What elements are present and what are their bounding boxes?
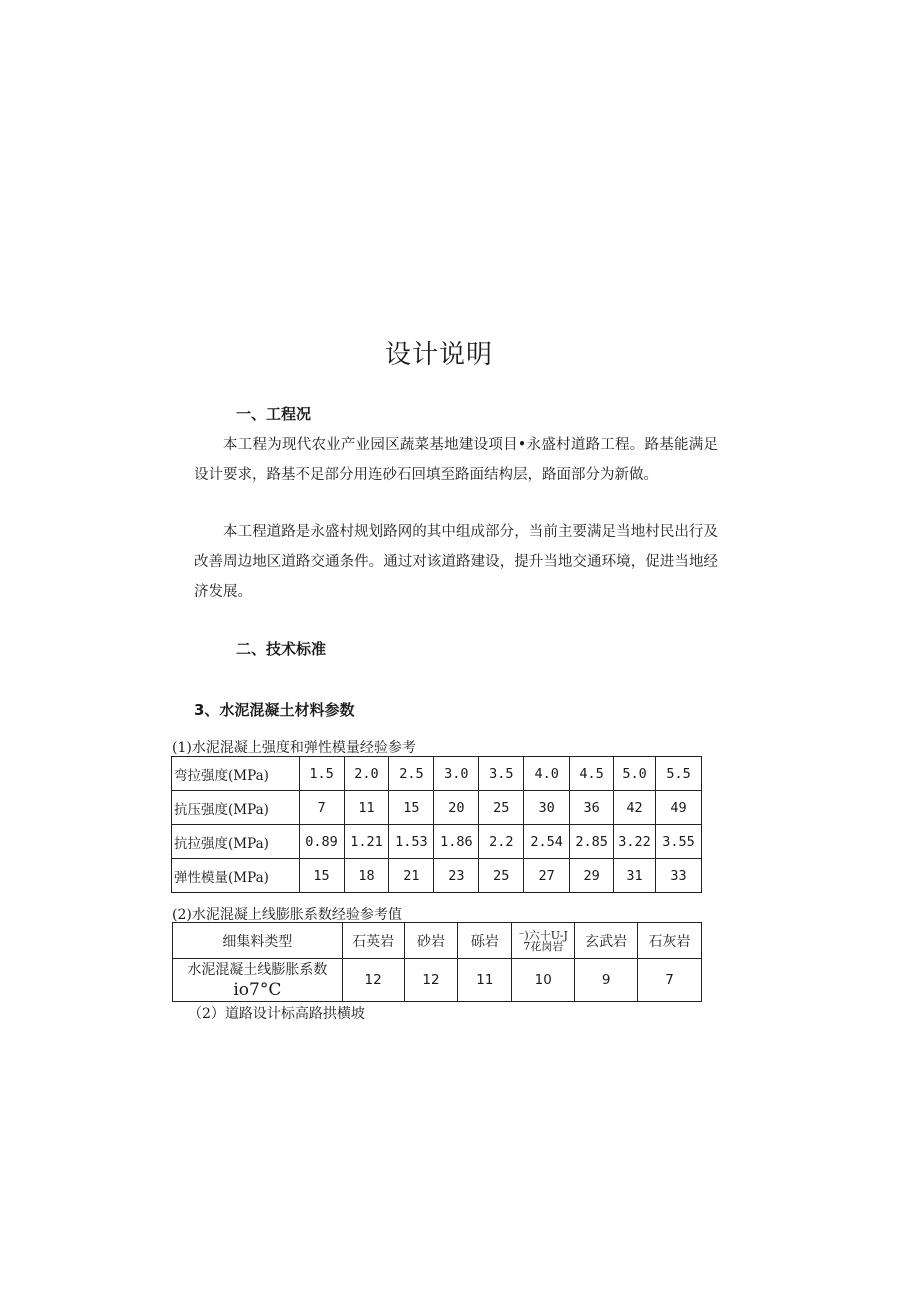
table2-cell: 9 [575, 959, 638, 1002]
table1-cell: 2.2 [479, 825, 524, 859]
section-heading-3: 3、水泥混凝土材料参数 [194, 701, 355, 719]
table1-cell: 21 [389, 859, 434, 893]
table1-cell: 3.0 [434, 757, 479, 791]
table1-cell: 5.5 [656, 757, 702, 791]
table1-cell: 1.86 [434, 825, 479, 859]
table1-cell: 3.5 [479, 757, 524, 791]
table2-header-cell: 石英岩 [342, 923, 404, 959]
table2-header-cell: 玄武岩 [575, 923, 638, 959]
table1-cell: 3.22 [614, 825, 656, 859]
table1-cell: 0.89 [299, 825, 344, 859]
table2-header-row [173, 923, 702, 959]
table1-cell: 31 [614, 859, 656, 893]
section-heading-1: 一、工程况 [236, 405, 312, 423]
table1-row [172, 859, 702, 893]
table1-cell: 11 [344, 791, 389, 825]
table1-cell: 27 [524, 859, 570, 893]
table2-row-label [173, 959, 343, 1002]
table1-cell: 2.5 [389, 757, 434, 791]
table2-header-cell: ⁻)六十U-J 7花岗岩 [512, 923, 575, 959]
table1-cell: 29 [570, 859, 614, 893]
table2-cell: 12 [342, 959, 404, 1002]
section-heading-2: 二、技术标准 [236, 640, 327, 658]
table2-row-label-line1: 水泥混凝土线膨胀系数 [187, 962, 328, 978]
table1-cell: 18 [344, 859, 389, 893]
table1-cell: 15 [299, 859, 344, 893]
table1-cell: 7 [299, 791, 344, 825]
table1-cell: 1.5 [299, 757, 344, 791]
table2-cell: 10 [512, 959, 575, 1002]
table1-row-label: 弹性模量(MPa) [172, 859, 300, 893]
table1-cell: 36 [570, 791, 614, 825]
table2-cell: 11 [458, 959, 512, 1002]
table1-cell: 2.85 [570, 825, 614, 859]
table1-cell: 42 [614, 791, 656, 825]
table2-row-label-line2: io7°C [233, 980, 282, 1000]
table1-cell: 4.5 [570, 757, 614, 791]
table2-header-cell: 砾岩 [458, 923, 512, 959]
table2-data-row [173, 959, 702, 1002]
table2-cell: 7 [638, 959, 702, 1002]
table1-cell: 33 [656, 859, 702, 893]
table1-row-label: 抗拉强度(MPa) [172, 825, 300, 859]
table1-cell: 2.0 [344, 757, 389, 791]
table2-cell: 12 [404, 959, 458, 1002]
table1-row [172, 791, 702, 825]
table2-header-label: 细集料类型 [173, 923, 343, 959]
table2-header-cell: 石灰岩 [638, 923, 702, 959]
table1-caption: (1)水泥混凝上强度和弹性模量经验参考 [172, 740, 416, 756]
table1-row [172, 757, 702, 791]
table1-cell: 1.53 [389, 825, 434, 859]
table2-header-cell: 砂岩 [404, 923, 458, 959]
strength-modulus-table [171, 756, 702, 893]
table1-cell: 3.55 [656, 825, 702, 859]
table1-cell: 25 [479, 791, 524, 825]
table1-row [172, 825, 702, 859]
page-title: 设计说明 [384, 340, 493, 370]
table1-cell: 15 [389, 791, 434, 825]
table1-cell: 25 [479, 859, 524, 893]
paragraph-2: 本工程道路是永盛村规划路网的其中组成部分，当前主要满足当地村民出行及改善周边地区道路交通条件。通过对该道路建设，提升当地交通环境，促进当地经济发展。 [194, 524, 718, 600]
table1-cell: 2.54 [524, 825, 570, 859]
table1-cell: 5.0 [614, 757, 656, 791]
expansion-coefficient-table [172, 922, 702, 1002]
table1-cell: 23 [434, 859, 479, 893]
table1-cell: 1.21 [344, 825, 389, 859]
table1-row-label: 弯拉强度(MPa) [172, 757, 300, 791]
table1-cell: 30 [524, 791, 570, 825]
footer-line: （2）道路设计标高路拱横坡 [188, 1006, 365, 1022]
table1-cell: 20 [434, 791, 479, 825]
table1-cell: 4.0 [524, 757, 570, 791]
table1-row-label: 抗压强度(MPa) [172, 791, 300, 825]
table2-caption: (2)水泥混凝上线膨胀系数经验参考值 [172, 907, 402, 923]
table1-cell: 49 [656, 791, 702, 825]
paragraph-1: 本工程为现代农业产业园区蔬菜基地建设项目•永盛村道路工程。路基能满足设计要求，路基不足部分用连砂石回填至路面结构层，路面部分为新做。 [194, 437, 718, 483]
